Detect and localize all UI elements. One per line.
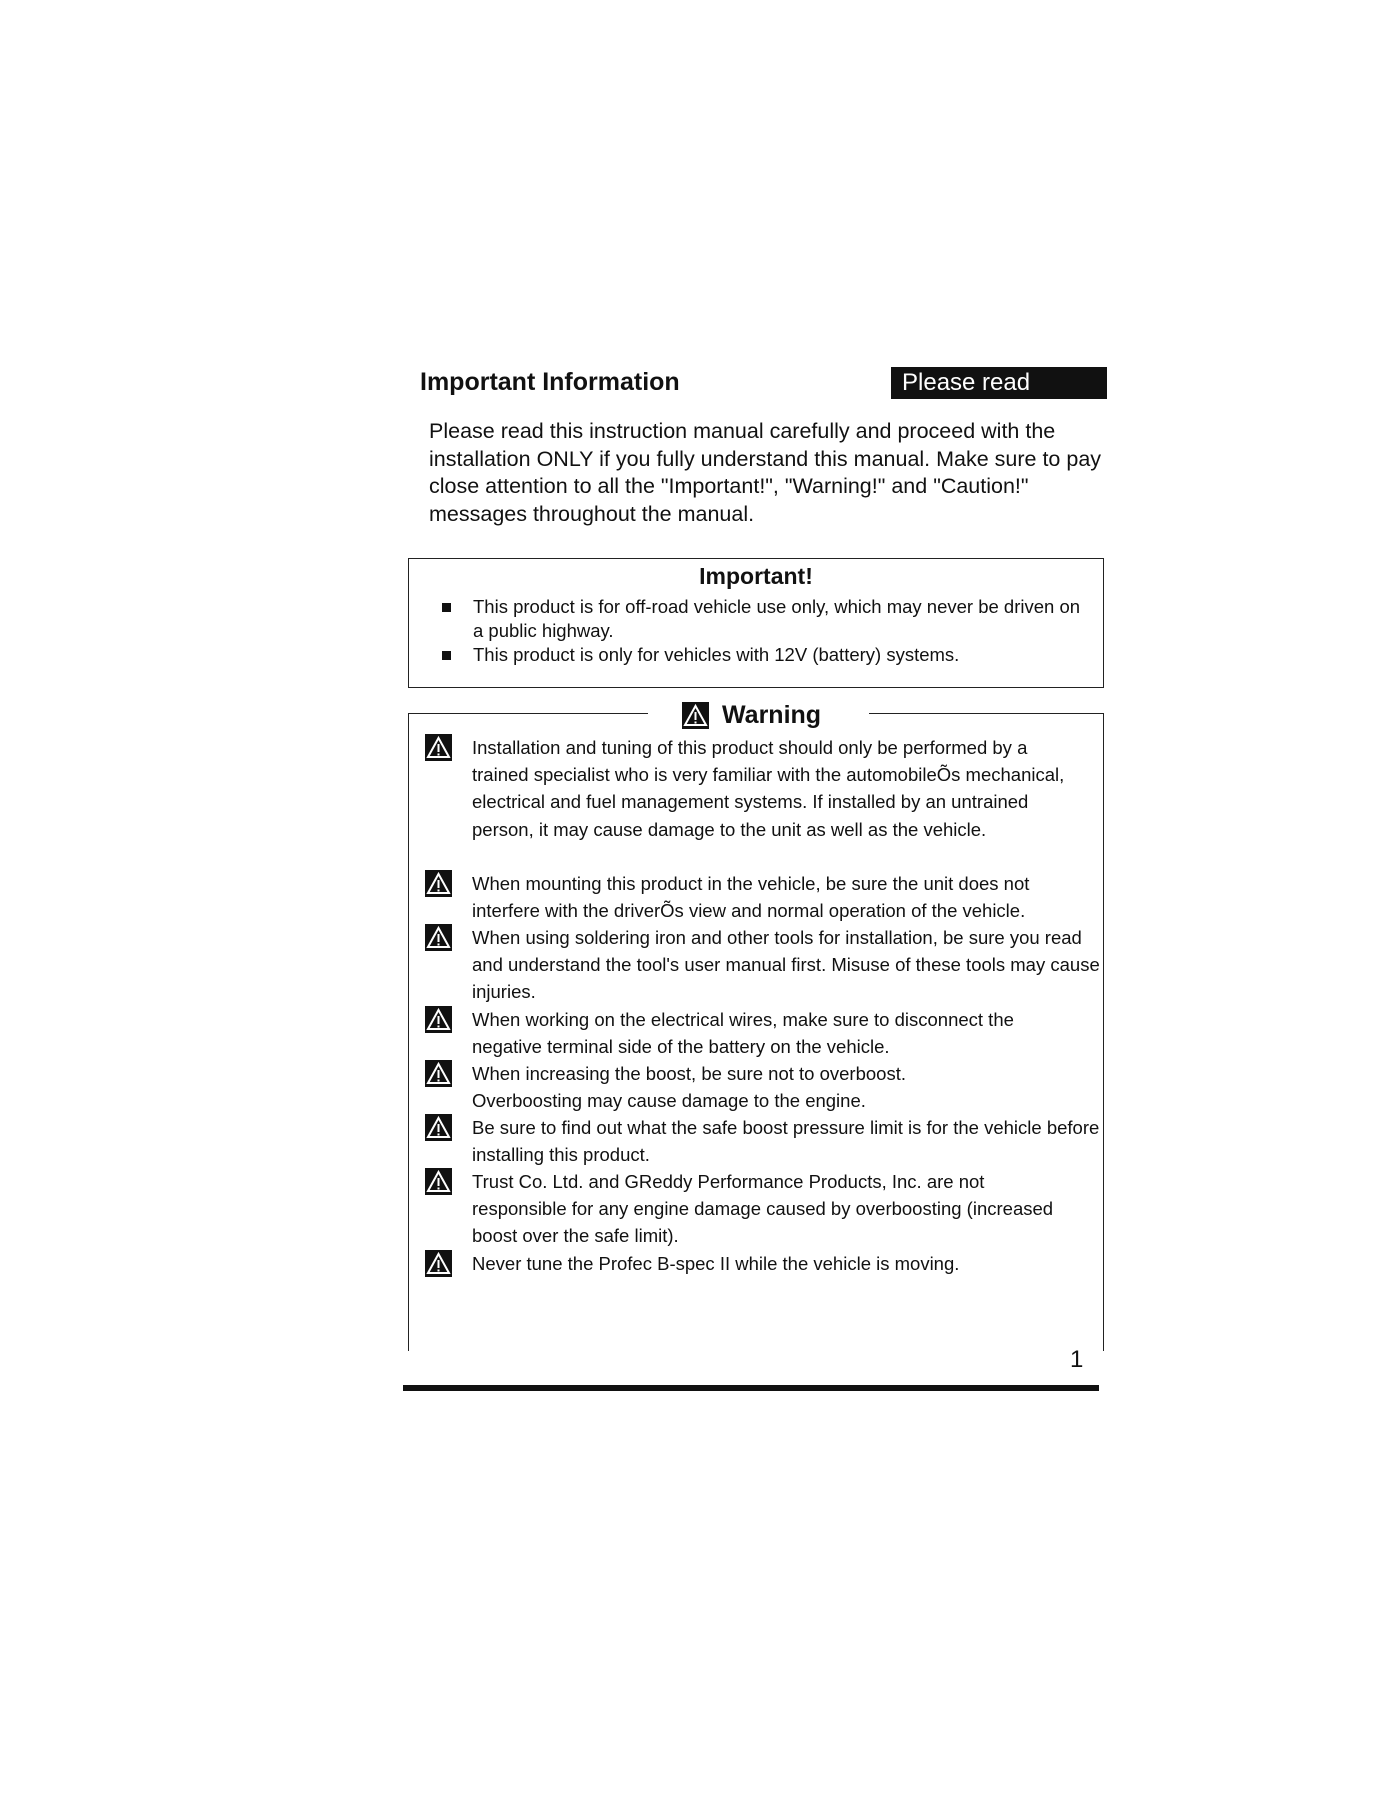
important-item-text: This product is for off-road vehicle use only, which may never be driven on a public highway. [473, 596, 1081, 641]
footer-rule [403, 1385, 1099, 1391]
warning-triangle-icon [425, 1114, 452, 1141]
warning-item-text: Installation and tuning of this product should only be performed by a trained specialist who is very familiar with the automobileÕs mechanical, electrical and fuel management systems. If installed by an untrained person, it may cause damage to the unit as well as the vehicle. [472, 737, 1065, 840]
warning-triangle-icon [682, 702, 709, 729]
warning-box [408, 700, 1104, 1351]
warning-item-text: Trust Co. Ltd. and GReddy Performance Products, Inc. are not responsible for any engine damage caused by overboosting (increased boost over the safe limit). [472, 1171, 1054, 1247]
warning-item-text: Never tune the Profec B-spec II while the vehicle is moving. [472, 1253, 960, 1274]
warning-item-text: Be sure to find out what the safe boost pressure limit is for the vehicle before installing this product. [472, 1117, 1100, 1166]
warning-item-text: When using soldering iron and other tools for installation, be sure you read and understand the tool's user manual first. Misuse of these tools may cause injuries. [472, 927, 1100, 1003]
important-item-text: This product is only for vehicles with 12V (battery) systems. [473, 644, 960, 665]
warning-header [682, 699, 821, 731]
section-title: Important Information [420, 368, 680, 396]
warning-triangle-icon [425, 1060, 452, 1087]
warning-triangle-icon [425, 870, 452, 897]
warning-triangle-icon [425, 734, 452, 761]
bullet-square-icon [442, 603, 451, 612]
please-read-badge: Please read [891, 367, 1107, 399]
page-number: 1 [1070, 1346, 1084, 1373]
warning-title: Warning [722, 700, 822, 729]
important-box [408, 558, 1104, 688]
warning-item-text: When increasing the boost, be sure not to overboost. Overboosting may cause damage to the engine. [472, 1063, 906, 1112]
intro-paragraph: Please read this instruction manual carefully and proceed with the installation ONLY if you fully understand this manual. Make sure to pay close attention to all the "Important!", "Warning!" and "Caution!" messages throughout the manual. [429, 419, 1102, 526]
warning-triangle-icon [425, 924, 452, 951]
important-title: Important! [699, 563, 813, 589]
warning-triangle-icon [425, 1006, 452, 1033]
warning-triangle-icon [425, 1168, 452, 1195]
warning-item-text: When mounting this product in the vehicle, be sure the unit does not interfere with the driverÕs view and normal operation of the vehicle. [472, 873, 1030, 922]
warning-triangle-icon [425, 1250, 452, 1277]
warning-item-text: When working on the electrical wires, make sure to disconnect the negative terminal side of the battery on the vehicle. [472, 1009, 1014, 1058]
bullet-square-icon [442, 651, 451, 660]
